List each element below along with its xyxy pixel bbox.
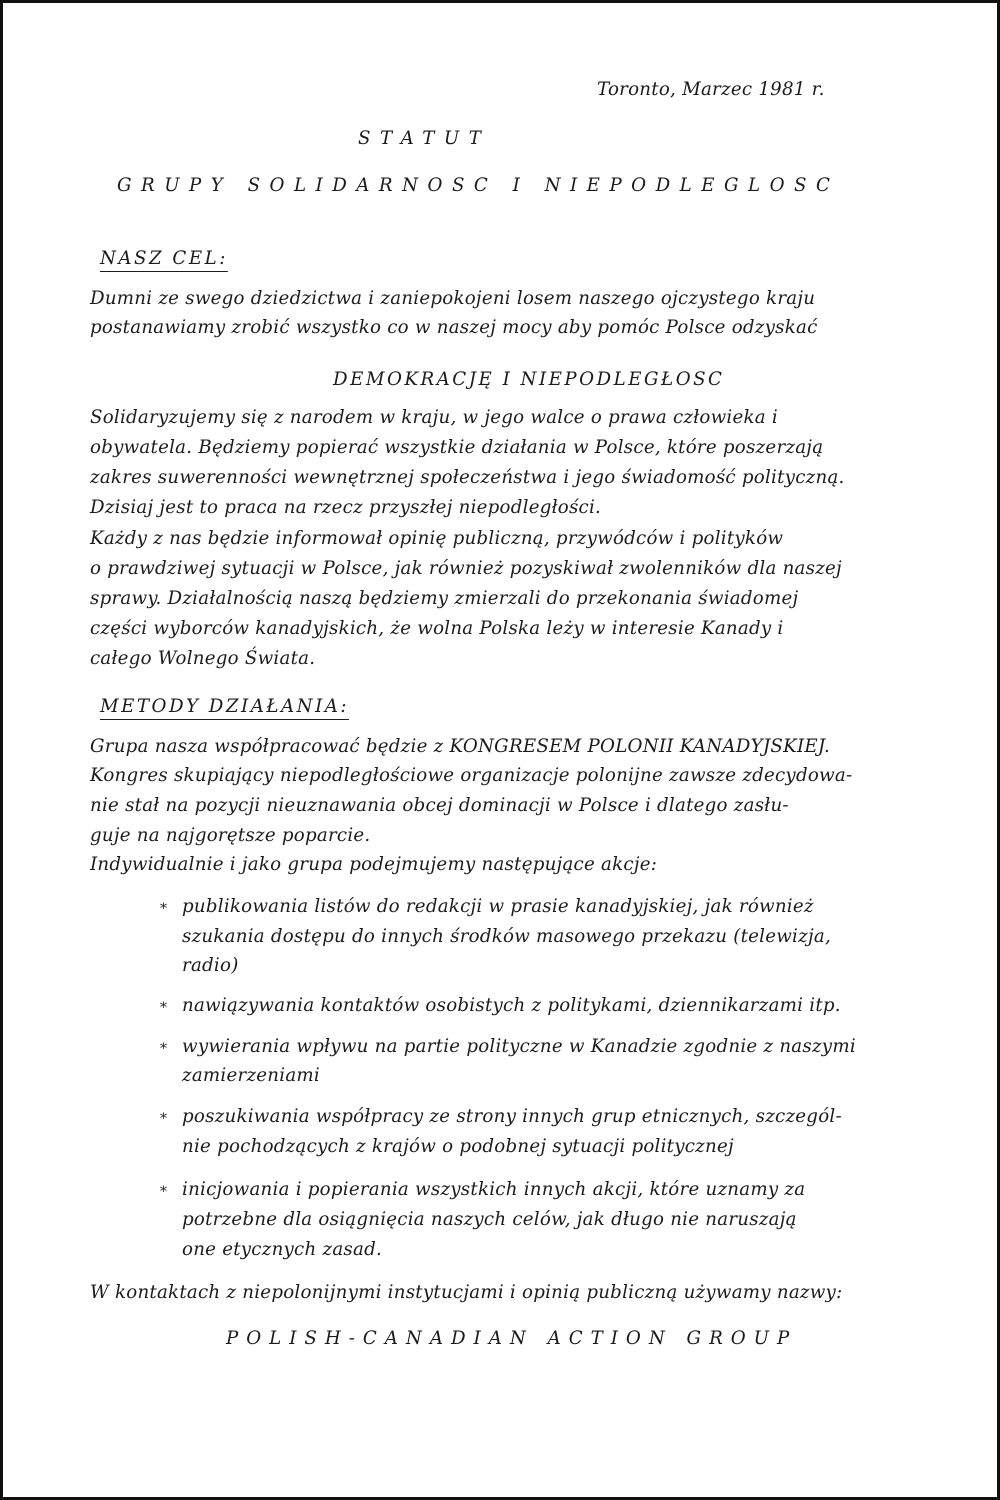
methods-body-line: Indywidualnie i jako grupa podejmujemy następujące akcje:	[90, 854, 658, 875]
goal-center-phrase: DEMOKRACJĘ I NIEPODLEGŁOSC	[333, 369, 725, 390]
bullet-item-line: publikowania listów do redakcji w prasie kanadyjskiej, jak również	[182, 896, 814, 917]
bullet-marker: *	[160, 1000, 168, 1016]
document-subtitle: GRUPY SOLIDARNOSC I NIEPODLEGLOSC	[117, 175, 840, 196]
bullet-item-line: wywierania wpływu na partie polityczne w Kanadzie zgodnie z naszymi	[182, 1036, 856, 1057]
bullet-item-line: radio)	[182, 955, 239, 976]
group-name: POLISH-CANADIAN ACTION GROUP	[226, 1328, 798, 1349]
bullet-item-line: nie pochodzących z krajów o podobnej sytuacji politycznej	[182, 1136, 734, 1157]
goal-body-line: obywatela. Będziemy popierać wszystkie działania w Polsce, które poszerzają	[90, 437, 824, 458]
bullet-item-line: nawiązywania kontaktów osobistych z politykami, dziennikarzami itp.	[182, 995, 841, 1016]
bullet-marker: *	[160, 1041, 168, 1057]
goal-body-line: całego Wolnego Świata.	[90, 648, 316, 669]
methods-body-line: Grupa nasza współpracować będzie z KONGRESEM POLONII KANADYJSKIEJ.	[90, 736, 831, 757]
goal-body-line: części wyborców kanadyjskich, że wolna Polska leży w interesie Kanady i	[90, 618, 784, 639]
methods-body-line: guje na najgorętsze poparcie.	[90, 825, 371, 846]
bullet-marker: *	[160, 901, 168, 917]
bullet-item-line: potrzebne dla osiągnięcia naszych celów, jak długo nie naruszają	[182, 1209, 797, 1230]
closing-line: W kontaktach z niepolonijnymi instytucjami i opinią publiczną używamy nazwy:	[90, 1282, 843, 1303]
goal-body-line: o prawdziwej sytuacji w Polsce, jak również pozyskiwał zwolenników dla naszej	[90, 558, 842, 579]
document-title: STATUT	[358, 128, 491, 149]
goal-intro-line: Dumni ze swego dziedzictwa i zaniepokojeni losem naszego ojczystego kraju	[90, 288, 816, 309]
goal-intro-line: postanawiamy zrobić wszystko co w naszej mocy aby pomóc Polsce odzyskać	[90, 317, 818, 338]
bullet-item-line: poszukiwania współpracy ze strony innych grup etnicznych, szczegól-	[182, 1106, 842, 1127]
goal-body-line: zakres suwerenności wewnętrznej społeczeństwa i jego świadomość polityczną.	[90, 467, 845, 488]
goal-body-line: Dzisiaj jest to praca na rzecz przyszłej niepodległości.	[90, 497, 602, 518]
bullet-item-line: zamierzeniami	[182, 1065, 320, 1086]
methods-body-line: nie stał na pozycji nieuznawania obcej dominacji w Polsce i dlatego zasłu-	[90, 795, 789, 816]
date-line: Toronto, Marzec 1981 r.	[597, 79, 825, 100]
goal-body-line: Każdy z nas będzie informował opinię publiczną, przywódców i polityków	[90, 528, 784, 549]
bullet-item-line: one etycznych zasad.	[182, 1239, 383, 1260]
section-heading-goal: NASZ CEL:	[100, 248, 228, 269]
section-heading-methods: METODY DZIAŁANIA:	[100, 696, 350, 717]
bullet-item-line: inicjowania i popierania wszystkich innych akcji, które uznamy za	[182, 1179, 806, 1200]
goal-body-line: Solidaryzujemy się z narodem w kraju, w jego walce o prawa człowieka i	[90, 407, 778, 428]
bullet-item-line: szukania dostępu do innych środków masowego przekazu (telewizja,	[182, 926, 831, 947]
bullet-marker: *	[160, 1111, 168, 1127]
bullet-marker: *	[160, 1184, 168, 1200]
goal-body-line: sprawy. Działalnością naszą będziemy zmierzali do przekonania świadomej	[90, 588, 799, 609]
methods-body-line: Kongres skupiający niepodległościowe organizacje polonijne zawsze zdecydowa-	[90, 765, 853, 786]
